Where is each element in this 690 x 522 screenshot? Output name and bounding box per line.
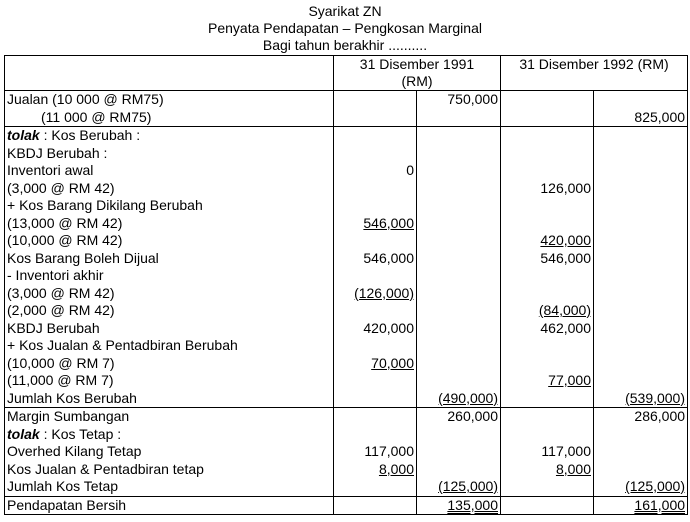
statement-period: Bagi tahun berakhir .......... [262,37,428,53]
column-header-row [5,56,688,91]
cell-1992-detail: 8,000 [501,461,594,479]
table-row [5,302,688,320]
row-label: Pendapatan Bersih [5,496,334,515]
cell-1992-total [594,91,688,109]
cell-1991-detail: 420,000 [334,320,417,338]
row-label: (13,000 @ RM 42) [5,215,334,233]
header-blank [5,56,334,91]
cell-1992-detail: 117,000 [501,443,594,461]
row-label: Kos Barang Boleh Dijual [5,250,334,268]
row-label: tolak : Kos Tetap : [5,426,334,444]
cell-1992-total: 286,000 [594,408,688,426]
cell-1991-total: 260,000 [417,408,501,426]
row-label: KBDJ Berubah [5,320,334,338]
row-label: (3,000 @ RM 42) [5,285,334,303]
cell-1991-detail [334,109,417,127]
cell-1992-detail [501,109,594,127]
column-header-1992 [501,56,688,91]
cell-1991-total: (125,000) [417,478,501,496]
table-row [5,408,688,426]
cell-1991-detail: 546,000 [334,215,417,233]
cell-1992-total: 161,000 [594,496,688,515]
cell-1991-total [417,109,501,127]
row-label: tolak : Kos Berubah : [5,127,334,145]
cell-1991-detail: 546,000 [334,250,417,268]
table-row [5,320,688,338]
year1-label: 31 Disember 1991 [359,56,475,72]
cell-1992-detail: 126,000 [501,180,594,198]
net-income-row [5,496,688,515]
table-row [5,145,688,163]
row-label: (3,000 @ RM 42) [5,180,334,198]
cell-1991-total: 750,000 [417,91,501,109]
row-label: (10,000 @ RM 7) [5,355,334,373]
table-row [5,372,688,390]
cell-1991-total: 135,000 [417,496,501,515]
table-row [5,426,688,444]
statement-title: Penyata Pendapatan – Pengkosan Marginal [208,20,482,36]
cell-1991-detail: 117,000 [334,443,417,461]
table-row [5,461,688,479]
cell-1992-detail: 546,000 [501,250,594,268]
cell-1992-total: 825,000 [594,109,688,127]
row-label: Jualan (10 000 @ RM75) [5,91,334,109]
row-label: + Kos Barang Dikilang Berubah [5,197,334,215]
cell-1992-detail: 420,000 [501,232,594,250]
cell-1992-total: (125,000) [594,478,688,496]
table-row [5,267,688,285]
row-label: Inventori awal [5,162,334,180]
cell-1992-total: (539,000) [594,390,688,408]
table-row [5,127,688,145]
table-row [5,215,688,233]
row-label: (2,000 @ RM 42) [5,302,334,320]
row-label: Kos Jualan & Pentadbiran tetap [5,461,334,479]
company-name: Syarikat ZN [308,3,382,19]
row-label: (11 000 @ RM75) [5,109,334,127]
row-label: Overhed Kilang Tetap [5,443,334,461]
table-row [5,478,688,496]
row-label: Jumlah Kos Berubah [5,390,334,408]
table-row [5,197,688,215]
income-statement-table [4,55,688,515]
table-row [5,162,688,180]
row-label: (10,000 @ RM 42) [5,232,334,250]
table-row [5,232,688,250]
row-label: + Kos Jualan & Pentadbiran Berubah [5,337,334,355]
cell-1991-detail: 8,000 [334,461,417,479]
cell-1991-detail [334,91,417,109]
row-label: Jumlah Kos Tetap [5,478,334,496]
row-label: KBDJ Berubah : [5,145,334,163]
table-row [5,337,688,355]
column-header-1991 [334,56,501,91]
row-label: (11,000 @ RM 7) [5,372,334,390]
table-row [5,109,688,127]
table-row [5,91,688,109]
cell-1992-detail [501,91,594,109]
cell-1991-detail: 0 [334,162,417,180]
row-label: - Inventori akhir [5,267,334,285]
cell-1991-total: (490,000) [417,390,501,408]
cell-1992-detail: 462,000 [501,320,594,338]
cell-1991-detail: 70,000 [334,355,417,373]
cell-1992-detail: 77,000 [501,372,594,390]
table-row [5,285,688,303]
table-row [5,180,688,198]
table-row [5,355,688,373]
table-row [5,250,688,268]
cell-1991-detail: (126,000) [334,285,417,303]
currency-label: (RM) [401,73,433,89]
table-row [5,390,688,408]
table-row [5,443,688,461]
year2-label: 31 Disember 1992 (RM) [519,56,669,72]
cell-1992-detail: (84,000) [501,302,594,320]
row-label: Margin Sumbangan [5,408,334,426]
